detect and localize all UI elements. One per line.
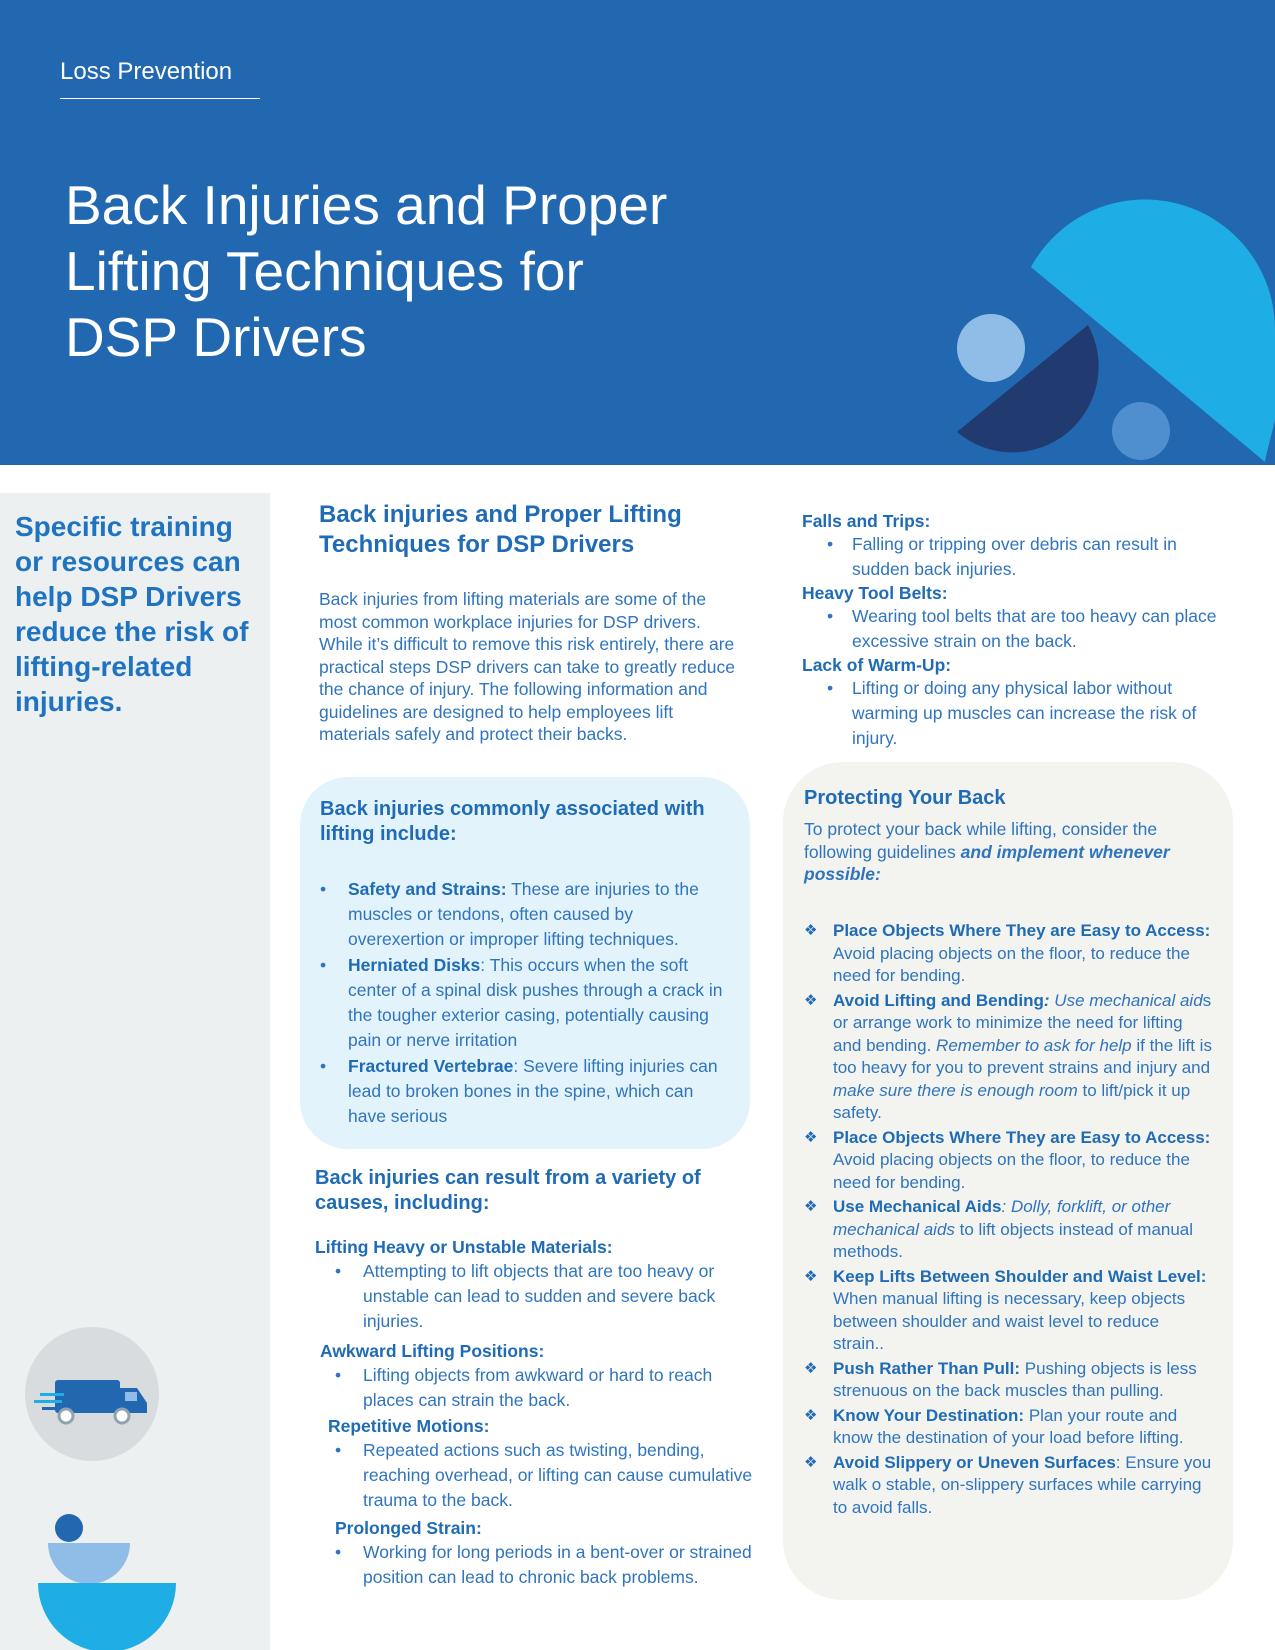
guideline-item: ❖ Place Objects Where They are Easy to Access: Avoid placing objects on the floor, to reduce the need for bending. bbox=[804, 1127, 1211, 1192]
diamond-bullet-icon: ❖ bbox=[804, 1359, 818, 1377]
cause-title: Repetitive Motions: bbox=[328, 1416, 490, 1436]
common-injuries-box bbox=[300, 777, 750, 1149]
diamond-bullet-icon: ❖ bbox=[804, 1198, 818, 1215]
light-circle-large bbox=[957, 314, 1025, 382]
diamond-bullet-icon: ❖ bbox=[804, 1406, 818, 1424]
cause-title: Heavy Tool Belts: bbox=[802, 583, 948, 603]
protecting-back-heading: Protecting Your Back bbox=[804, 787, 1006, 809]
bullet-icon: • bbox=[335, 1440, 342, 1460]
bullet-icon: • bbox=[320, 955, 327, 975]
guideline-item: ❖ Avoid Slippery or Uneven Surfaces: Ensure you walk o stable, on-slippery surfaces while carrying to avoid falls. bbox=[804, 1452, 1212, 1517]
protecting-back-box bbox=[783, 762, 1233, 1600]
cause-title: Awkward Lifting Positions: bbox=[320, 1341, 545, 1361]
bullet-icon: • bbox=[335, 1261, 342, 1281]
bullet-icon: • bbox=[827, 534, 834, 554]
light-circle-small bbox=[1112, 402, 1170, 460]
list-item: • Falling or tripping over debris can result in sudden back injuries. bbox=[827, 534, 1177, 579]
title-line: Lifting Techniques for bbox=[65, 240, 584, 302]
bullet-icon: • bbox=[320, 1056, 327, 1076]
guideline-item: ❖ Push Rather Than Pull: Pushing objects is less strenuous on the back muscles than pulling. bbox=[804, 1358, 1197, 1400]
header-banner bbox=[0, 0, 1275, 465]
list-item: • Lifting objects from awkward or hard to reach places can strain the back. bbox=[335, 1365, 713, 1410]
illustration-cyan-bowl bbox=[38, 1583, 176, 1650]
cause-title: Prolonged Strain: bbox=[335, 1518, 482, 1538]
sidebar-callout: Specific training or resources can help DSP Drivers reduce the risk of lifting-related injuries. bbox=[15, 511, 249, 717]
common-injuries-list bbox=[320, 877, 730, 1130]
list-item: • Repeated actions such as twisting, bending, reaching overhead, or lifting can cause cumulative trauma to the back. bbox=[335, 1440, 753, 1510]
header-decoration bbox=[0, 0, 1275, 465]
causes-heading: Back injuries can result from a variety of causes, including: bbox=[315, 1167, 701, 1214]
list-item: • Herniated Disks: This occurs when the soft center of a spinal disk pushes through a crack in the tougher exterior casing, potentially causing pain or nerve irritation bbox=[320, 955, 723, 1050]
cause-title: Lifting Heavy or Unstable Materials: bbox=[315, 1237, 613, 1257]
cause-title: Falls and Trips: bbox=[802, 511, 931, 531]
guidelines-list bbox=[804, 920, 1214, 1521]
delivery-illustration bbox=[0, 493, 270, 1650]
cause-block bbox=[315, 1236, 745, 1334]
intro-heading: Back injuries and Proper Lifting Techniques for DSP Drivers bbox=[319, 501, 682, 558]
cause-title: Lack of Warm-Up: bbox=[802, 655, 952, 675]
list-item: • Safety and Strains: These are injuries to the muscles or tendons, often caused by overexertion or improper lifting techniques. bbox=[320, 879, 699, 949]
sidebar bbox=[0, 493, 270, 1650]
list-item: • Lifting or doing any physical labor without warming up muscles can increase the risk of injury. bbox=[827, 678, 1197, 748]
bullet-icon: • bbox=[335, 1365, 342, 1385]
more-causes bbox=[802, 508, 1222, 751]
list-item: • Working for long periods in a bent-over or strained position can lead to chronic back problems. bbox=[335, 1542, 752, 1587]
diamond-bullet-icon: ❖ bbox=[804, 991, 818, 1009]
list-item: • Fractured Vertebrae: Severe lifting injuries can lead to broken bones in the spine, which can have serious bbox=[320, 1056, 718, 1126]
cause-block bbox=[320, 1340, 750, 1413]
illustration-navy-dot bbox=[55, 1514, 83, 1542]
diamond-bullet-icon: ❖ bbox=[804, 1128, 818, 1146]
common-injuries-heading: Back injuries commonly associated with lifting include: bbox=[320, 798, 705, 845]
intro-paragraph: Back injuries from lifting materials are some of the most common workplace injuries for DSP drivers. While it’s difficult to remove this risk entirely, there are practical steps DSP drivers can take to greatly reduce the chance of injury. The following information and guidelines are designed to help employees lift materials safely and protect their backs. bbox=[319, 589, 735, 744]
bullet-icon: • bbox=[827, 606, 834, 626]
title-line: Back Injuries and Proper bbox=[65, 174, 668, 236]
bullet-icon: • bbox=[320, 879, 327, 899]
title-line: DSP Drivers bbox=[65, 306, 367, 368]
illustration-light-bowl bbox=[48, 1543, 130, 1584]
guideline-item: ❖ Avoid Lifting and Bending: Use mechanical aids or arrange work to minimize the need for lifting and bending. Remember to ask for help if the lift is too heavy for you to prevent strains and injury and make sure there is enough room to lift/pick it up safety. bbox=[804, 990, 1212, 1122]
protecting-back-intro: To protect your back while lifting, consider the following guidelines and implement whenever possible: bbox=[804, 819, 1170, 884]
diamond-bullet-icon: ❖ bbox=[804, 1453, 818, 1471]
list-item: • Wearing tool belts that are too heavy can place excessive strain on the back. bbox=[827, 606, 1217, 651]
diamond-bullet-icon: ❖ bbox=[804, 1267, 818, 1285]
bullet-icon: • bbox=[335, 1542, 342, 1562]
list-item: • Attempting to lift objects that are too heavy or unstable can lead to sudden and severe back injuries. bbox=[335, 1261, 716, 1331]
cause-block bbox=[335, 1517, 765, 1590]
cause-block bbox=[328, 1415, 758, 1513]
guideline-item: ❖ Know Your Destination: Plan your route and know the destination of your load before lifting. bbox=[804, 1405, 1184, 1447]
guideline-item: ❖ Use Mechanical Aids: Dolly, forklift, or other mechanical aids to lift objects instead of manual methods. bbox=[804, 1197, 1194, 1261]
bullet-icon: • bbox=[827, 678, 834, 698]
diamond-bullet-icon: ❖ bbox=[804, 922, 818, 939]
guideline-item: ❖ Keep Lifts Between Shoulder and Waist Level: When manual lifting is necessary, keep objects between shoulder and waist level to reduce strain.. bbox=[804, 1266, 1207, 1353]
section-label: Loss Prevention bbox=[60, 58, 260, 99]
guideline-item: ❖ Place Objects Where They are Easy to Access: Avoid placing objects on the floor, to reduce the need for bending. bbox=[804, 921, 1211, 985]
